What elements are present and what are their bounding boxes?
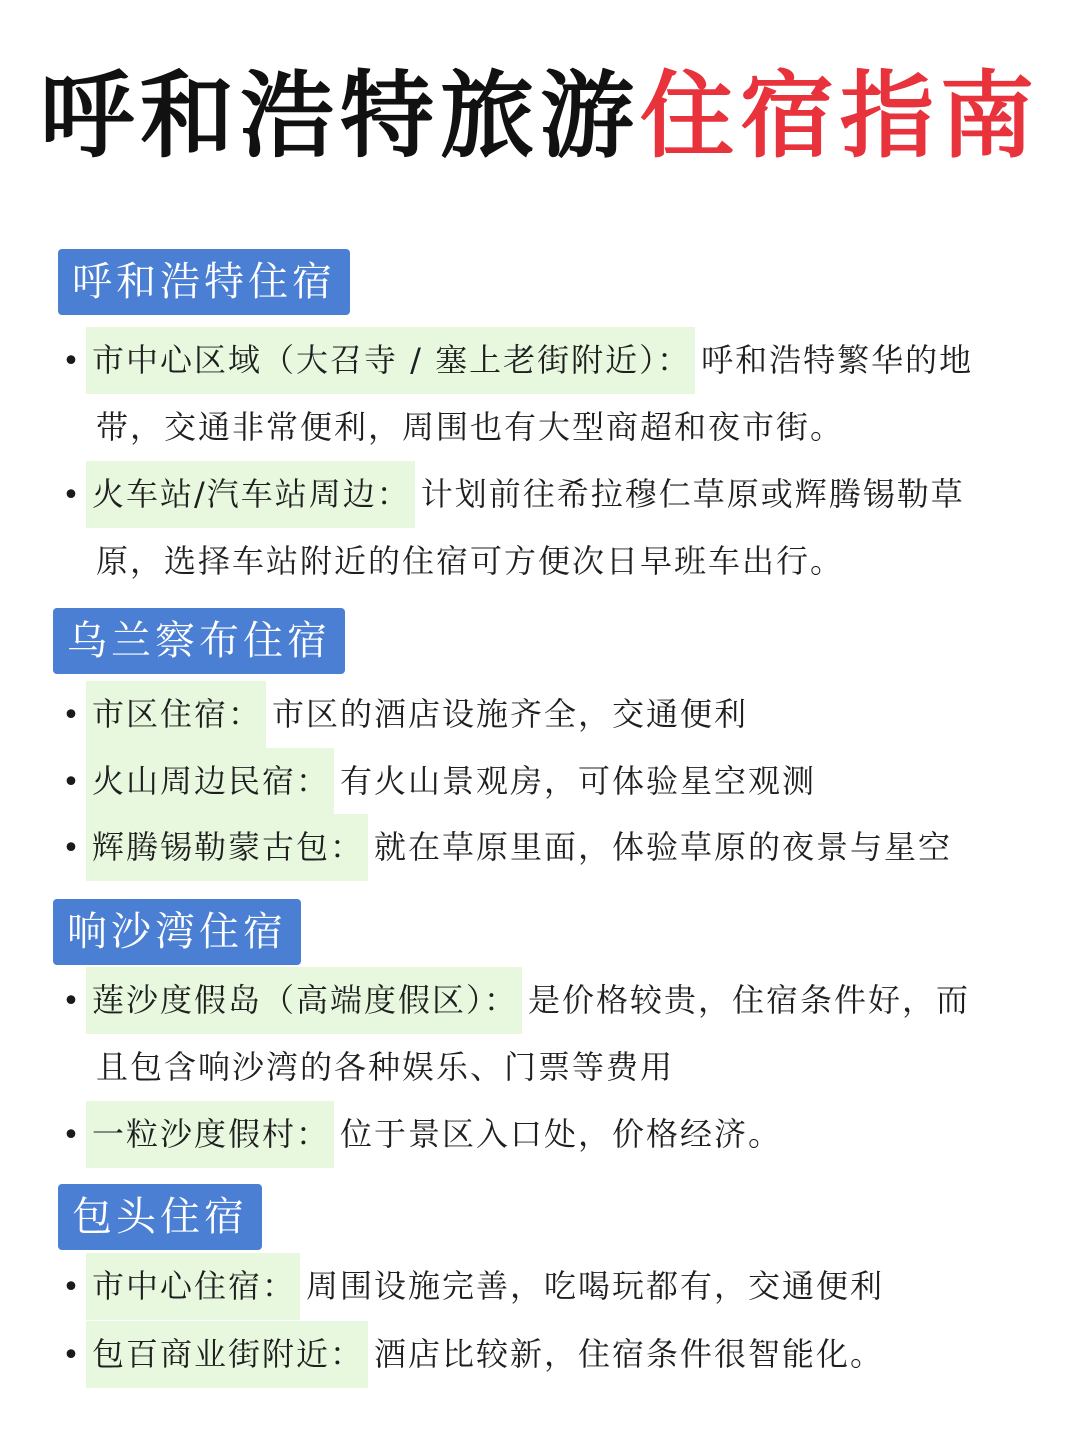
bullet-icon: • <box>62 765 82 800</box>
page-title-highlight: 住宿指南 <box>640 62 1041 171</box>
item-description-continued: 带，交通非常便利，周围也有大型商超和夜市街。 <box>96 408 845 446</box>
item-description: 酒店比较新，住宿条件很智能化。 <box>374 1335 885 1373</box>
item-label: 市区住宿： <box>86 681 266 748</box>
item-label: 辉腾锡勒蒙古包： <box>86 814 368 881</box>
item-label: 火山周边民宿： <box>86 748 334 815</box>
list-item <box>58 967 1028 1101</box>
list-item <box>58 814 1028 881</box>
list-item <box>58 1321 1028 1388</box>
item-label: 火车站/汽车站周边： <box>86 461 415 528</box>
bullet-icon: • <box>62 478 82 513</box>
item-label: 莲沙度假岛（高端度假区）： <box>86 967 522 1034</box>
bullet-icon: • <box>62 984 82 1019</box>
section-heading-xiangshawan: 响沙湾住宿 <box>53 899 301 965</box>
bullet-icon: • <box>62 1338 82 1373</box>
list-item <box>58 327 1028 461</box>
item-description: 计划前往希拉穆仁草原或辉腾锡勒草 <box>420 475 965 513</box>
item-description: 周围设施完善，吃喝玩都有，交通便利 <box>306 1267 885 1305</box>
bullet-icon: • <box>62 831 82 866</box>
bullet-icon: • <box>62 1270 82 1305</box>
item-description: 呼和浩特繁华的地 <box>701 341 974 379</box>
item-description: 就在草原里面，体验草原的夜景与星空 <box>374 828 953 866</box>
page-title-main: 呼和浩特旅游 <box>39 62 640 171</box>
item-label: 市中心区域（大召寺 / 塞上老街附近）： <box>86 327 695 394</box>
section-heading-baotou: 包头住宿 <box>58 1184 262 1250</box>
bullet-icon: • <box>62 1118 82 1153</box>
item-description: 有火山景观房，可体验星空观测 <box>340 762 817 800</box>
section-heading-ulanqab: 乌兰察布住宿 <box>53 608 345 674</box>
list-item <box>58 1253 1028 1320</box>
list-item <box>58 461 1028 595</box>
bullet-icon: • <box>62 698 82 733</box>
list-item <box>58 1101 1028 1168</box>
item-description: 是价格较贵，住宿条件好，而 <box>528 981 971 1019</box>
item-label: 市中心住宿： <box>86 1253 300 1320</box>
page-title <box>0 62 1080 172</box>
list-item <box>58 748 1028 815</box>
item-description: 市区的酒店设施齐全，交通便利 <box>272 695 749 733</box>
item-description-continued: 且包含响沙湾的各种娱乐、门票等费用 <box>96 1048 675 1086</box>
section-heading-hohhot: 呼和浩特住宿 <box>58 249 350 315</box>
item-label: 一粒沙度假村： <box>86 1101 334 1168</box>
item-label: 包百商业街附近： <box>86 1321 368 1388</box>
item-description: 位于景区入口处，价格经济。 <box>340 1115 783 1153</box>
list-item <box>58 681 1028 748</box>
item-description-continued: 原，选择车站附近的住宿可方便次日早班车出行。 <box>96 542 845 580</box>
bullet-icon: • <box>62 344 82 379</box>
